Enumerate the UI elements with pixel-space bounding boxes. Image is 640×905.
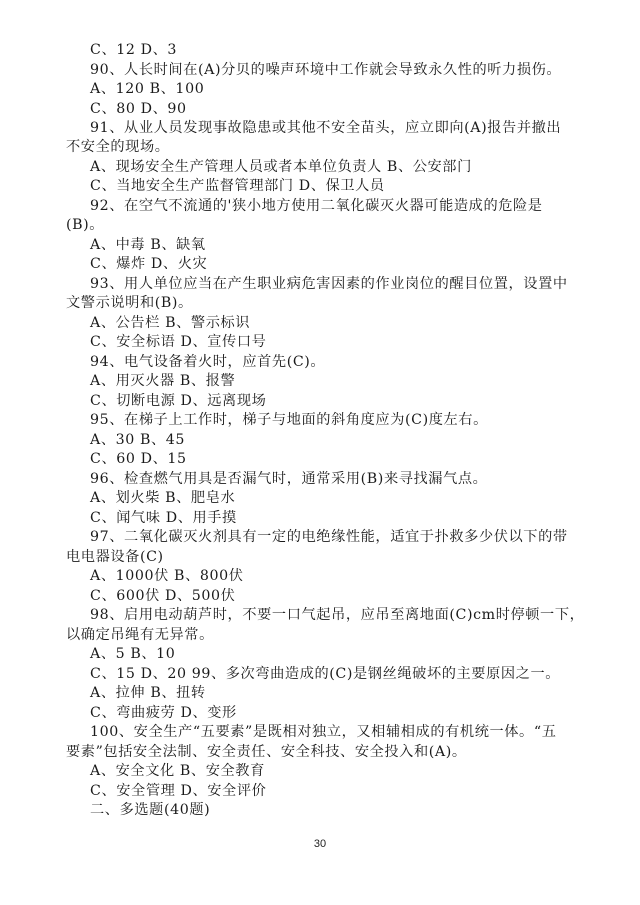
question-90: 90、人长时间在(A)分贝的噪声环境中工作就会导致永久性的听力损伤。: [90, 61, 562, 78]
text-line: A、5 B、10: [90, 646, 176, 663]
text-line: A、划火柴 B、肥皂水: [90, 490, 236, 507]
text-line: A、1000伏 B、800伏: [90, 568, 244, 585]
text-line: C、闻气味 D、用手摸: [90, 509, 237, 526]
question-99: C、15 D、20 99、多次弯曲造成的(C)是钢丝绳破坏的主要原因之一。: [90, 665, 561, 682]
text-line: A、30 B、45: [90, 431, 186, 448]
question-94: 94、电气设备着火时，应首先(C)。: [90, 353, 326, 370]
text-line: C、弯曲疲劳 D、变形: [90, 704, 237, 721]
text-line: C、当地安全生产监督管理部门 D、保卫人员: [90, 178, 385, 195]
question-98: 98、启用电动葫芦时，不要一口气起吊，应吊至离地面(C)cm时停顿一下，: [90, 607, 585, 624]
text-line: A、安全文化 B、安全教育: [90, 763, 265, 779]
text-line: C、安全标语 D、宣传口号: [90, 334, 267, 351]
text-line: A、120 B、100: [90, 81, 205, 97]
section-heading: 二、多选题(40题): [90, 802, 211, 818]
page-number: 30: [313, 838, 327, 850]
text-line: A、中毒 B、缺氧: [90, 236, 206, 253]
text-line: C、切断电源 D、远离现场: [90, 392, 267, 409]
text-line: C、12 D、3: [90, 42, 177, 58]
question-91: 91、从业人员发现事故隐患或其他不安全苗头，应立即向(A)报告并撤出: [90, 119, 562, 136]
text-line: A、拉伸 B、扭转: [90, 685, 206, 702]
question-96: 96、检查燃气用具是否漏气时，通常采用(B)来寻找漏气点。: [90, 470, 488, 487]
text-line: 要素”包括安全法制、安全责任、安全科技、安全投入和(A)。: [66, 743, 467, 760]
text-line: C、爆炸 D、火灾: [90, 256, 208, 273]
text-line: C、600伏 D、500伏: [90, 587, 236, 604]
question-97: 97、二氧化碳灭火剂具有一定的电绝缘性能，适宜于扑救多少伏以下的带: [90, 529, 568, 546]
text-line: A、现场安全生产管理人员或者本单位负责人 B、公安部门: [90, 158, 472, 175]
question-100: 100、安全生产“五要素”是既相对独立，又相辅相成的有机统一体。“五: [90, 724, 557, 741]
text-line: 文警示说明和(B)。: [66, 295, 193, 312]
question-92: 92、在空气不流通的'狭小地方使用二氧化碳灭火器可能造成的危险是: [90, 197, 543, 214]
text-line: 以确定吊绳有无异常。: [66, 626, 214, 643]
text-line: C、60 D、15: [90, 451, 187, 468]
question-95: 95、在梯子上工作时，梯子与地面的斜角度应为(C)度左右。: [90, 412, 488, 429]
text-line: C、安全管理 D、安全评价: [90, 782, 267, 799]
question-93: 93、用人单位应当在产生职业病危害因素的作业岗位的醒目位置，设置中: [90, 275, 568, 292]
text-line: (B)。: [66, 217, 105, 234]
text-line: C、80 D、90: [90, 100, 187, 117]
text-line: A、公告栏 B、警示标识: [90, 314, 251, 331]
text-line: 不安全的现场。: [66, 139, 170, 156]
text-line: 电电器设备(C): [66, 548, 164, 565]
text-line: A、用灭火器 B、报警: [90, 373, 236, 390]
